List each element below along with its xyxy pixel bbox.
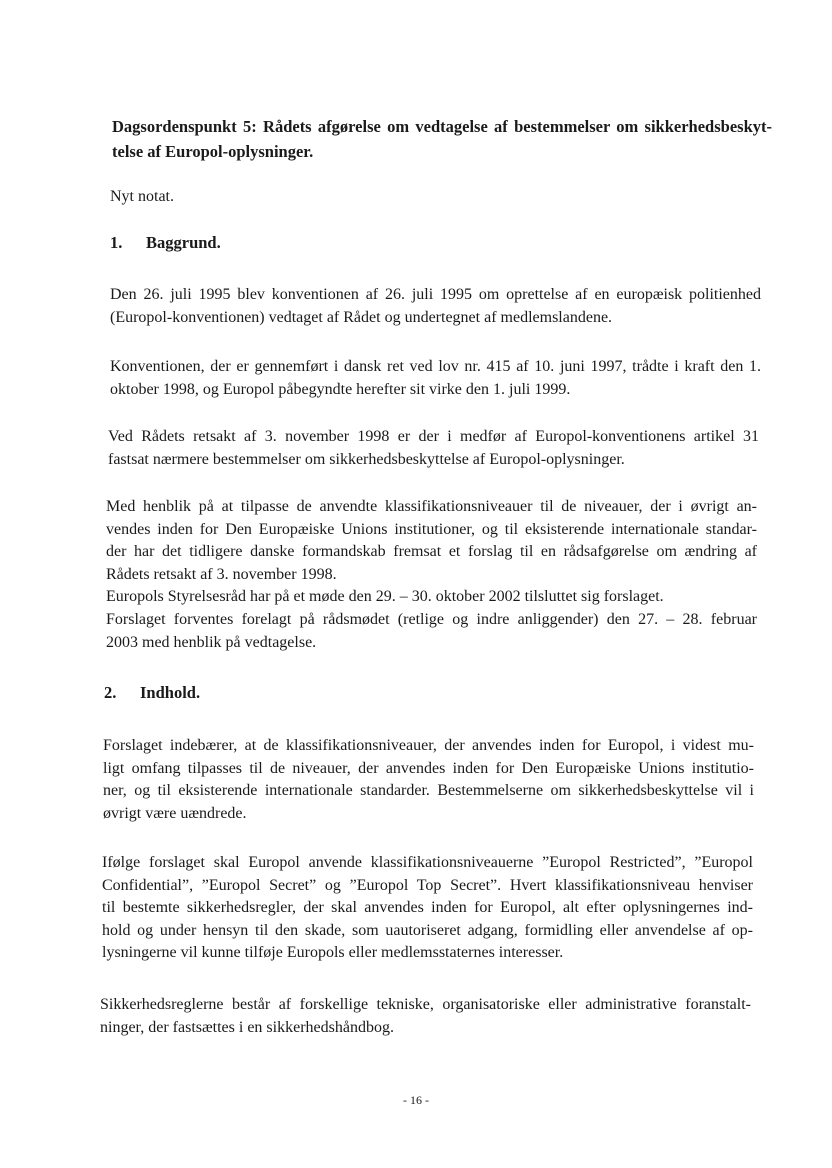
text-line: øvrigt være uændrede. xyxy=(103,804,247,822)
text-line: ner, og til eksisterende internationale standarder. Bestemmelserne om sikkerhedsbeskyttelse vil i xyxy=(103,782,754,800)
text-line: lysningerne vil kunne tilføje Europols eller medlemsstaternes interesser. xyxy=(102,944,564,962)
text-line: ligt omfang tilpasses til de niveauer, der anvendes inden for Den Europæiske Unions institutio- xyxy=(103,759,754,777)
text-line: (Europol-konventionen) vedtaget af Rådet og undertegnet af medlemslandene. xyxy=(110,308,613,326)
text-line: Ved Rådets retsakt af 3. november 1998 er der i medfør af Europol-konventionens artikel 31 xyxy=(108,428,759,445)
text-line: ninger, der fastsættes i en sikkerhedshåndbog. xyxy=(100,1018,394,1036)
section-title: Indhold. xyxy=(140,683,201,702)
text-line: Confidential”, ”Europol Secret” og ”Europol Top Secret”. Hvert klassifikationsniveau henviser xyxy=(102,876,753,894)
section-number: 1. xyxy=(110,233,123,252)
paragraph xyxy=(106,496,757,654)
text-line: Ifølge forslaget skal Europol anvende klassifikationsniveauerne ”Europol Restricted”, ”Europol xyxy=(102,854,753,871)
paragraph xyxy=(100,994,751,1039)
text-line: vendes inden for Den Europæiske Unions institutioner, og til eksisterende internationale standar- xyxy=(106,520,757,538)
text-line: Sikkerhedsreglerne består af forskellige tekniske, organisatoriske eller administrative foranstalt- xyxy=(100,996,751,1013)
paragraph xyxy=(103,735,754,825)
title-line: Dagsordenspunkt 5: Rådets afgørelse om vedtagelse af bestemmelser om sikkerhedsbeskyt- xyxy=(112,117,772,136)
text-line: Konventionen, der er gennemført i dansk ret ved lov nr. 415 af 10. juni 1997, trådte i kraft den 1. xyxy=(110,358,761,375)
note-text: Nyt notat. xyxy=(110,188,174,205)
text-line: til bestemte sikkerhedsregler, der skal anvendes inden for Europol, alt efter oplysningernes ind- xyxy=(102,899,753,917)
text-line: Den 26. juli 1995 blev konventionen af 26. juli 1995 om oprettelse af en europæisk politienhed xyxy=(110,286,761,303)
text-line: oktober 1998, og Europol påbegyndte herefter sit virke den 1. juli 1999. xyxy=(110,380,571,398)
paragraph xyxy=(110,356,761,401)
paragraph xyxy=(102,852,753,965)
paragraph xyxy=(108,426,759,471)
text-line: 2003 med henblik på vedtagelse. xyxy=(106,633,317,651)
text-line: Europols Styrelsesråd har på et møde den 29. – 30. oktober 2002 tilsluttet sig forslaget. xyxy=(106,588,664,606)
text-line: Rådets retsakt af 3. november 1998. xyxy=(106,565,337,583)
section-number: 2. xyxy=(104,683,117,702)
page-number: - 16 - xyxy=(403,1093,429,1107)
text-line: Forslaget indebærer, at de klassifikationsniveauer, der anvendes inden for Europol, i videst mu- xyxy=(103,737,754,754)
section-heading xyxy=(104,682,200,704)
paragraph xyxy=(110,284,761,329)
section-title: Baggrund. xyxy=(146,233,221,252)
text-line: hold og under hensyn til den skade, som uautoriseret adgang, formidling eller anvendelse af op- xyxy=(102,921,753,939)
section-heading xyxy=(110,232,221,254)
title-line: telse af Europol-oplysninger. xyxy=(112,142,314,161)
text-line: fastsat nærmere bestemmelser om sikkerhedsbeskyttelse af Europol-oplysninger. xyxy=(108,450,625,468)
text-line: Med henblik på at tilpasse de anvendte klassifikationsniveauer til de niveauer, der i øvrigt an- xyxy=(106,498,757,515)
text-line: der har det tidligere danske formandskab fremsat et forslag til en rådsafgørelse om ændring af xyxy=(106,543,757,561)
text-line: Forslaget forventes forelagt på rådsmødet (retlige og indre anliggender) den 27. – 28. februar xyxy=(106,610,757,628)
document-title xyxy=(112,114,772,164)
